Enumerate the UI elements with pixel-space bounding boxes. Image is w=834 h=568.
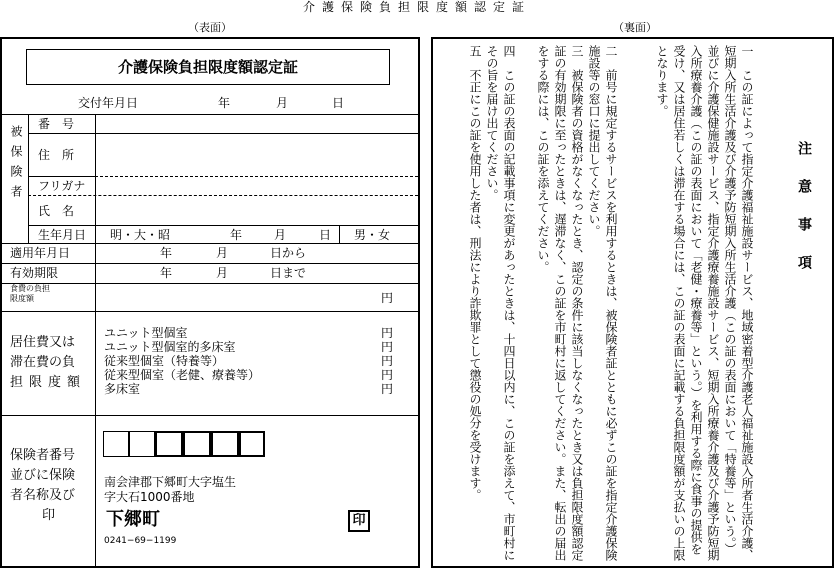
notes-heading: 注意事項 [796, 141, 812, 293]
insurer-label-1: 保険者番号 [10, 448, 76, 463]
insurer-number-box [155, 431, 183, 457]
birth-date-label: 生年月日 [38, 228, 87, 242]
note-2: 二 前号に規定するサービスを利用するときは、被保険者証とともに必ずこの証を指定介護保険施設等の窓口に提出してください。 [587, 45, 618, 561]
front-panel [0, 37, 420, 568]
birth-year-unit: 年 [230, 228, 243, 242]
apply-month-unit: 月 [216, 246, 229, 260]
meal-limit-yen: 円 [381, 291, 394, 305]
stay-limit-label-1: 居住費又は [10, 335, 76, 350]
insurer-number-box [211, 431, 239, 457]
number-label: 番 号 [38, 117, 75, 131]
room-type-unit-private: ユニット型個室 [104, 326, 188, 340]
furigana-label: フリガナ [38, 179, 86, 193]
birth-day-unit: 日 [319, 228, 332, 242]
valid-month-unit: 月 [216, 266, 229, 280]
issue-year-unit: 年 [218, 96, 231, 110]
insurer-number-box [129, 431, 155, 457]
insurer-number-box [183, 431, 211, 457]
room-type-conventional-roken: 従来型個室（老健、療養等） [104, 368, 261, 382]
room-type-conventional-tokuyo: 従来型個室（特養等） [104, 354, 225, 368]
insurer-label-4: 印 [42, 508, 56, 523]
name-label: 氏 名 [38, 204, 75, 218]
room-yen-1: 円 [381, 326, 394, 340]
meal-limit-label-2: 限度額 [10, 294, 34, 303]
stay-limit-label-3: 担限度額 [10, 375, 87, 390]
address-label: 住 所 [38, 148, 75, 162]
insurer-phone: 0241−69−1199 [104, 536, 177, 546]
stay-limit-label-2: 滞在費の負 [10, 355, 76, 370]
room-yen-3: 円 [381, 354, 394, 368]
insurer-address-line-2: 字大石1000番地 [104, 490, 195, 504]
insurer-address-line-1: 南会津郡下郷町大字塩生 [104, 475, 237, 489]
sex-options: 男・女 [354, 228, 391, 242]
note-1: 一 この証によって指定介護福祉施設サービス、地域密着型介護老人福祉施設入所者生活介護、短期入所生活介護及び介護予防短期入所生活介護（この証の表面において「特養等」という。）並びに介護保健施設サービス、指定介護療養施設サービス、短期入所療養介護及び介護予防短期入所療養介護（この証の表面において「老健・療養等」という。）を利用する際に食事の提供を受け、又は居住若しくは滞在する場合には、この証の表面に記載する負担限度額が支払いの上限となります。 [655, 45, 754, 561]
document-title: 介護保険負担限度額認定証 [302, 0, 531, 14]
era-options: 明・大・昭 [110, 228, 171, 242]
certificate-title-box [26, 49, 390, 85]
note-3: 三 被保険者の資格がなくなったとき、認定の条件に該当しなくなったとき又は負担限度額認定証の有効期限に至ったときは、遅滞なく、この証を市町村に返してください。また、転出の届出をする際には、この証を添えてください。 [536, 45, 584, 561]
birth-month-unit: 月 [274, 228, 287, 242]
issue-month-unit: 月 [276, 96, 289, 110]
insurer-name: 下郷町 [106, 509, 160, 530]
back-caption: （裏面） [613, 21, 657, 34]
note-5: 五 不正にこの証を使用した者は、刑法により詐欺罪として懲役の処分を受けます。 [468, 45, 482, 501]
insured-person-label: 被保険者 [9, 125, 23, 205]
apply-from-text: 日から [270, 246, 307, 260]
certificate-title: 介護保険負担限度額認定証 [117, 58, 298, 76]
room-type-unit-semi-private: ユニット型個室的多床室 [104, 340, 236, 354]
front-caption: （表面） [188, 21, 232, 34]
insurer-label-2: 並びに保険 [10, 468, 76, 483]
seal-mark: 印 [352, 513, 366, 528]
room-type-multi-bed: 多床室 [104, 382, 141, 396]
apply-year-unit: 年 [160, 246, 173, 260]
issue-day-unit: 日 [332, 96, 345, 110]
insurer-number-box [103, 431, 129, 457]
back-panel [431, 37, 834, 568]
seal-box [348, 510, 370, 532]
insurer-number-box [239, 431, 265, 457]
room-yen-4: 円 [381, 368, 394, 382]
room-yen-2: 円 [381, 340, 394, 354]
valid-until-text: 日まで [270, 266, 307, 280]
note-4: 四 この証の表面の記載事項に変更があったときは、十四日以内に、この証を添えて、市町村にその旨を届け出てください。 [485, 45, 516, 561]
issue-date-label: 交付年月日 [78, 96, 139, 110]
valid-year-unit: 年 [160, 266, 173, 280]
meal-limit-label-1: 食費の負担 [10, 284, 50, 293]
apply-date-label: 適用年月日 [10, 246, 71, 260]
valid-period-label: 有効期限 [10, 266, 59, 280]
room-yen-5: 円 [381, 382, 394, 396]
notes-column [455, 45, 755, 561]
insurer-label-3: 者名称及び [10, 488, 76, 503]
